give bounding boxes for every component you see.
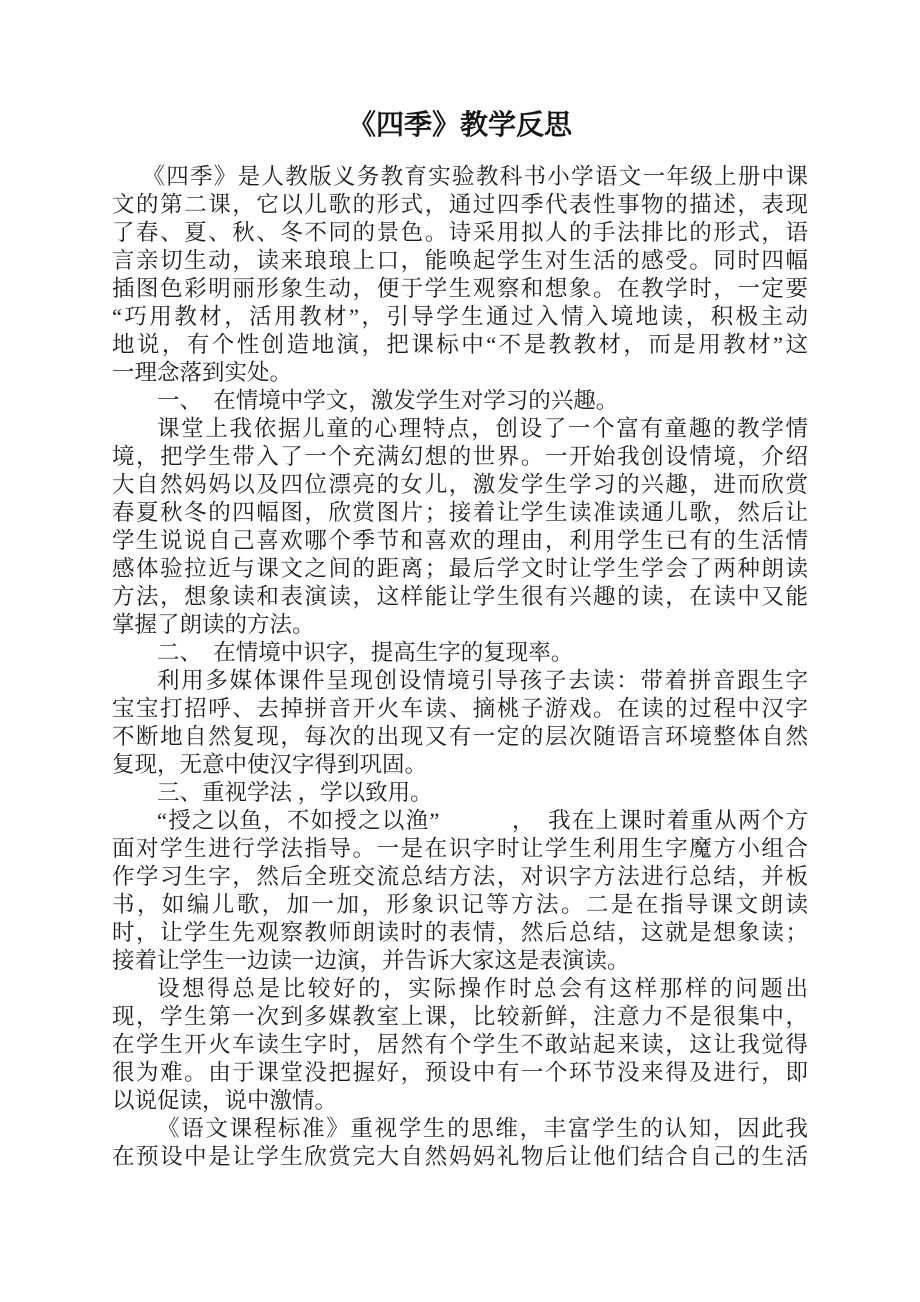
text-line: 学生说说自己喜欢哪个季节和喜欢的理由，利用学生已有的生活情 — [112, 528, 808, 553]
text-line: 《语文课程标准》重视学生的思维，丰富学生的认知，因此我 — [157, 1116, 808, 1141]
paragraph — [112, 807, 808, 975]
text-line: 一、 在情境中学文，激发学生对学习的兴趣。 — [157, 388, 619, 413]
text-line: 一理念落到实处。 — [112, 360, 293, 385]
text-line: “授之以鱼，不如授之以渔” ， 我在上课时着重从两个方 — [157, 808, 808, 833]
text-line: 大自然妈妈以及四位漂亮的女儿，激发学生学习的兴趣，进而欣赏 — [112, 472, 808, 497]
text-line: “巧用教材，活用教材”，引导学生通过入情入境地读，积极主动 — [112, 304, 808, 329]
text-line: 书，如编儿歌，加一加，形象识记等方法。二是在指导课文朗读 — [112, 892, 808, 917]
paragraph — [112, 975, 808, 1115]
text-line: 境，把学生带入了一个充满幻想的世界。一开始我创设情境，介绍 — [112, 444, 808, 469]
text-line: 设想得总是比较好的，实际操作时总会有这样那样的问题出 — [157, 976, 808, 1001]
text-line: 二、 在情境中识字，提高生字的复现率。 — [157, 640, 574, 665]
section-heading — [112, 387, 808, 415]
text-line: 春夏秋冬的四幅图，欣赏图片；接着让学生读准读通儿歌，然后让 — [112, 500, 808, 525]
paragraph — [112, 1115, 808, 1171]
document-body — [112, 163, 808, 1171]
text-line: 以说促读，说中激情。 — [112, 1088, 338, 1113]
text-line: 在学生开火车读生字时，居然有个学生不敢站起来读，这让我觉得 — [112, 1032, 808, 1057]
text-line: 时，让学生先观察教师朗读时的表情，然后总结，这就是想象读； — [112, 920, 808, 945]
text-line: 接着让学生一边读一边演，并告诉大家这是表演读。 — [112, 948, 630, 973]
text-line: 言亲切生动，读来琅琅上口，能唤起学生对生活的感受。同时四幅 — [112, 248, 808, 273]
text-line: 地说，有个性创造地演，把课标中“不是教教材，而是用教材”这 — [112, 332, 808, 357]
text-line: 宝宝打招呼、去掉拼音开火车读、摘桃子游戏。在读的过程中汉字 — [112, 696, 808, 721]
text-line: 很为难。由于课堂没把握好，预设中有一个环节没来得及进行，即 — [112, 1060, 808, 1085]
document-title: 《四季》教学反思 — [347, 109, 572, 140]
text-line: 在预设中是让学生欣赏完大自然妈妈礼物后让他们结合自己的生活 — [112, 1144, 808, 1169]
text-line: 插图色彩明丽形象生动，便于学生观察和想象。在教学时，一定要 — [112, 276, 808, 301]
text-line: 作学习生字，然后全班交流总结方法，对识字方法进行总结，并板 — [112, 864, 808, 889]
text-line: 三、重视学法 ，学以致用。 — [157, 780, 433, 805]
text-line: 现，学生第一次到多媒教室上课，比较新鲜，注意力不是很集中， — [112, 1004, 808, 1029]
text-line: 不断地自然复现，每次的出现又有一定的层次随语言环境整体自然 — [112, 724, 808, 749]
paragraph — [112, 163, 808, 387]
text-line: 感体验拉近与课文之间的距离；最后学文时让学生学会了两种朗读 — [112, 556, 808, 581]
text-line: 面对学生进行学法指导。一是在识字时让学生利用生字魔方小组合 — [112, 836, 808, 861]
section-heading — [112, 639, 808, 667]
text-line: 方法，想象读和表演读，这样能让学生很有兴趣的读，在读中又能 — [112, 584, 808, 609]
text-line: 了春、夏、秋、冬不同的景色。诗采用拟人的手法排比的形式，语 — [112, 220, 808, 245]
section-heading — [112, 779, 808, 807]
text-line: 文的第二课，它以儿歌的形式，通过四季代表性事物的描述，表现 — [112, 192, 808, 217]
text-line: 《四季》是人教版义务教育实验教科书小学语文一年级上册中课 — [142, 164, 808, 189]
text-line: 掌握了朗读的方法。 — [112, 612, 315, 637]
paragraph — [112, 415, 808, 639]
text-line: 课堂上我依据儿童的心理特点，创设了一个富有童趣的教学情 — [157, 416, 808, 441]
text-line: 复现，无意中使汉字得到巩固。 — [112, 752, 428, 777]
text-line: 利用多媒体课件呈现创设情境引导孩子去读：带着拼音跟生字 — [157, 668, 808, 693]
paragraph — [112, 667, 808, 779]
